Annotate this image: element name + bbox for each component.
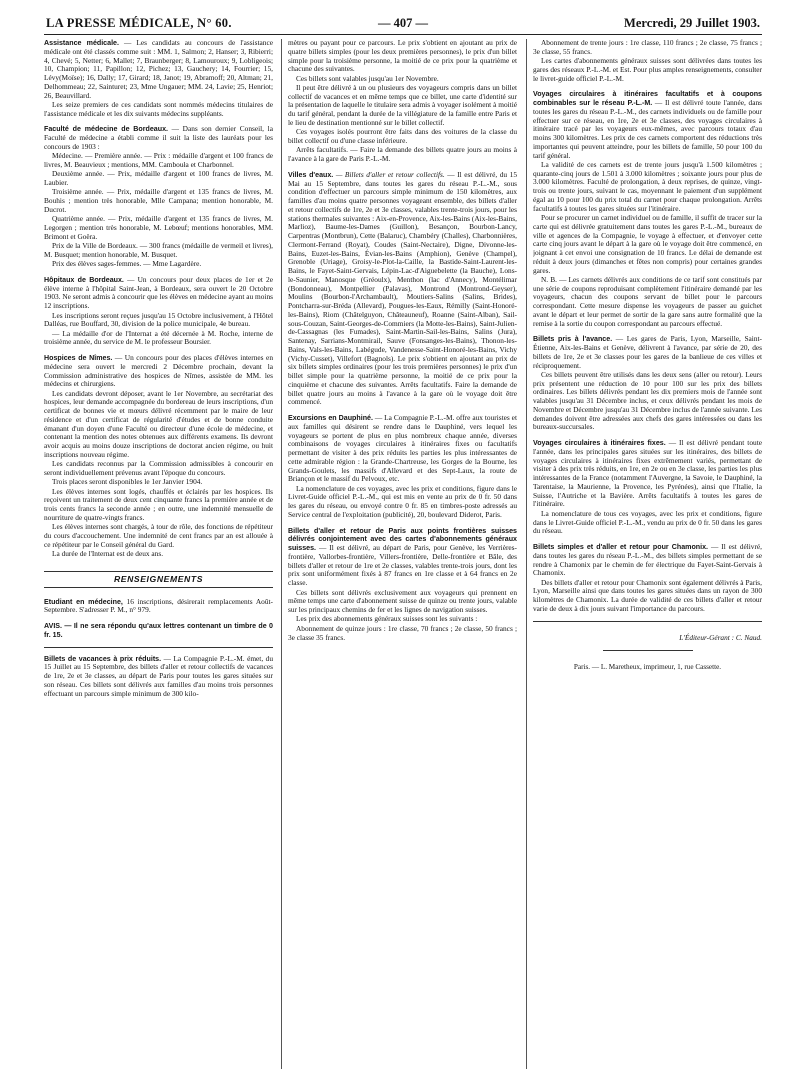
article-title: Billets de vacances à prix réduits. xyxy=(44,654,162,663)
column-1 xyxy=(44,39,273,1069)
article-text: — Il est délivré pendant toute l'année, dans les principales gares situées sur les itinéraires, des billets de voyages circulaires à itinéraires fixes extrêmement variés, permettant de visiter à des prix très réduits, en 1re, en 2e ou en 3e classe, les parties les plus intéressantes de la France (notamment l'Auvergne, la Savoie, le Dauphiné, la Tarentaise, la Maurienne, la Provence, les Pyrénées), ainsi que l'Italie, la Suisse, l'Autriche et la Bavière. Arrêts facultatifs à toutes les gares de l'itinéraire. xyxy=(533,438,762,509)
article-text: — La Compagnie P.-L.-M. offre aux touristes et aux familles qui désirent se rendre dans le Dauphiné, vers lequel les voyageurs se portent de plus en plus nombreux chaque année, diverses combinaisons de voyages circulaires à itinéraires fixes ou facultatifs permettant de visiter à des prix réduits les parties les plus intéressantes de cette admirable région : la Grande-Chartreuse, les Gorges de la Bourne, les Grands-Goulets, les massifs d'Allevard et des Sept-Laux, la route de Briançon et le massif du Pelvoux, etc. xyxy=(288,413,517,484)
column-3 xyxy=(533,39,762,1069)
notice-etudiant xyxy=(44,598,273,616)
newspaper-page xyxy=(44,14,762,1072)
section-title-renseignements: RENSEIGNEMENTS xyxy=(44,571,273,588)
article-title: Excursions en Dauphiné. xyxy=(288,414,373,423)
paragraph: Ces voyages isolés pourront être faits dans des voitures de la classe du billet collectif ou d'une classe inférieure. xyxy=(288,127,517,146)
notice-title: AVIS. — Il ne sera répondu qu'aux lettres contenant un timbre de 0 fr. 15. xyxy=(44,622,273,639)
article-text: — Il est délivré, du 15 Mai au 15 Septembre, dans toutes les gares du réseau P.-L.-M., sous condition d'effectuer un parcours simple minimum de 150 kilomètres, aux familles d'au moins quatre personnes voyageant ensemble, des billets d'aller et retour collectifs de 1re, 2e et 3e classes, valables trente-trois jours, pour les stations thermales suivantes : Aix-en-Provence, Aix-les-Bains (Aix-les-Bains, Marlioz), Baume-les-Dames (Guillon), Besançon, Bourbon-Lancy, Carpentras (Montbrun), Cette (Balaruc), Chambéry (Challes), Charbonnières, Clermont-Ferrand (Royat), Coudes (Saint-Nectaire), Digne, Divonne-les-Bains, Euzet-les-Bains, Évian-les-Bains (Amphion), Genève (Champel), Grenoble (Uriage), Groisy-le-Plot-la-Caille, la Bastide-Saint-Laurent-les-Bains, le Fayet-Saint-Gervais, Lépin-Lac-d'Aiguebelette (la Bauche), Lons-le-Saunier, Manosque (Gréoulx), Menthon (lac d'Annecy), Montélimar (Bondonneau), Montpellier (Palavas), Montrond (Montrond-Geyser), Moulins (Bourbon-l'Archambault), Moutiers-Salins (Salins, Brides), Pontcharra-sur-Bréda (Allevard), Pougues-les-Eaux, Rémilly (Saint-Honoré-les-Bains), Riom (Châtelguyon, Châteauneuf), Roanne (Saint-Alban), Sail-sous-Couzan, Saint-Georges-de-Commiers (la Motte-les-Bains), Saint-Julien-de-Cassagnas (les Fumades), Saint-Martin-Sail-les-Bains, Salins (Jura), Santenay, Sarrians-Montmirail, Sauve (Fonsanges-les-Bains), Thonon-les-Bains, Vals-les-Bains, Labégude, Vandenesse-Saint-Honoré-les-Bains, Vichy (Vichy-Cusset), Villefort (Bagnols). Le prix s'obtient en ajoutant au prix de six billets simples ordinaires (pour les trois premières personnes) le prix d'un billet simple pour la quatrième personne, la moitié de ce prix pour la cinquième et chacune des suivantes. Arrêts facultatifs. Faire la demande de billet quatre jours au moins à l'avance à la gare où le voyage doit être commencé. xyxy=(288,169,517,407)
article-text: — Un concours pour des places d'élèves internes en médecine sera ouvert le mercredi 2 Décembre prochain, devant la Commission administrative des hospices de Nîmes, assistée de MM. les médecins et chirurgiens. xyxy=(44,353,273,389)
paragraph: Les cartes d'abonnements généraux suisses sont délivrées dans toutes les gares des réseaux P.-L.-M. et Est. Pour plus amples renseignements, consulter le livret-guide officiel P.-L.-M. xyxy=(533,56,762,83)
paragraph: N. B. — Les carnets délivrés aux conditions de ce tarif sont constitués par une série de coupons reproduisant complètement l'itinéraire demandé par les voyageurs, chacun des coupons servant de billet pour le parcours correspondant. Cette mesure dispense les voyageurs de passer au guichet avant le départ et leur permet de sortir de la gare sans autre formalité que la remise à la sortie du coupon correspondant au parcours effectué. xyxy=(533,274,762,328)
article-title: Faculté de médecine de Bordeaux. xyxy=(44,125,168,134)
article-text: — La Compagnie P.-L.-M. émet, du 15 Juillet au 15 Septembre, des billets d'aller et retour collectifs de vacances de 1re, 2e et 3e classes, au départ de Paris pour toutes les gares situées sur son réseau. Ces billets sont délivrés aux familles d'au moins trois personnes effectuant un parcours simple minimum de 300 kilo- xyxy=(44,653,273,698)
issue-date: Mercredi, 29 Juillet 1903. xyxy=(624,16,760,30)
article-hopitaux-bordeaux xyxy=(44,276,273,311)
paragraph: La validité de ces carnets est de trente jours jusqu'à 1.500 kilomètres ; quarante-cinq jours de 1.501 à 3.000 kilomètres ; soixante jours pour plus de 3.000 kilomètres. Faculté de prolongation, à deux reprises, de quinze, vingt-trois ou trente jours, suivant le cas, moyennant le paiement d'un supplément égal au 10 pour 100 du prix total du carnet pour chaque prolongation. Arrêts facultatifs à toutes les gares situées sur l'itinéraire. xyxy=(533,159,762,213)
paragraph: Deuxième année. — Prix, médaille d'argent et 100 francs de livres, M. Laubier. xyxy=(44,169,273,188)
article-title: Billets simples et d'aller et retour pour Chamonix. xyxy=(533,543,709,552)
article-subtitle: — Billets d'aller et retour collectifs. xyxy=(333,169,445,179)
page-number: — 407 — xyxy=(378,16,428,30)
editor-line: L'Éditeur-Gérant : C. Naud. xyxy=(679,632,762,642)
notice-avis xyxy=(44,622,273,640)
separator xyxy=(533,621,762,622)
article-circulaires-fixes xyxy=(533,439,762,509)
article-text: — Les gares de Paris, Lyon, Marseille, Saint-Étienne, Aix-les-Bains et Genève, délivrent à l'avance, par série de 20, des billets de 1re, 2e et 3e classes pour les gares de la banlieue de ces villes et réciproquement. xyxy=(533,334,762,370)
paragraph: Les seize premiers de ces candidats sont nommés médecins titulaires de l'assistance médicale et les dix suivants médecins suppléants. xyxy=(44,99,273,118)
paragraph: La nomenclature de ces voyages, avec les prix et conditions, figure dans le Livret-Guide officiel P.-L.-M., qui est mis en vente au prix de 0 fr. 50 dans les gares du réseau, ou envoyé contre 0 fr. 85 en timbres-poste adressés au Service central de l'exploitation (publicité), 20, boulevard Diderot, Paris. xyxy=(288,483,517,519)
article-title: Voyages circulaires à itinéraires fixes. xyxy=(533,439,666,448)
page-header xyxy=(44,14,762,35)
paragraph: Quatrième année. — Prix, médaille d'argent et 135 francs de livres, M. Legorgen ; mention très honorable, M. Lebœuf; mentions honorables, MM. Brimont et Goëra. xyxy=(44,214,273,241)
paragraph: Les prix des abonnements généraux suisses sont les suivants : xyxy=(296,614,478,624)
paragraph: Ces billets peuvent être utilisés dans les deux sens (aller ou retour). Leurs prix présentent une réduction de 10 pour 100 sur les prix des billets ordinaires. Les billets délivrés pendant les dix premiers mois de l'année sont valables jusqu'au 31 Décembre inclus, et ceux délivrés pendant les mois de Novembre et Décembre jusqu'au 31 Décembre inclus de l'année suivante. Les demandes doivent être adressées aux chefs des gares intéressées ou dans les bureaux-succursales. xyxy=(533,369,762,432)
paragraph: La nomenclature de tous ces voyages, avec les prix et conditions, figure dans le Livret-Guide officiel P.-L.-M., vendu au prix de 0 fr. 50 dans les gares du réseau. xyxy=(533,508,762,536)
article-title: Voyages circulaires à itinéraires facultatifs et à coupons combinables sur le réseau P.-L.-M. xyxy=(533,90,762,108)
paragraph: Il peut être délivré à un ou plusieurs des voyageurs compris dans un billet collectif de vacances et en même temps que ce billet, une carte d'identité sur la présentation de laquelle le titulaire sera admis à voyager isolément à moitié du tarif général, pendant la durée de la villégiature de la famille entre Paris et le lieu de destination mentionné sur le billet collectif. xyxy=(288,82,517,127)
article-chamonix xyxy=(533,543,762,578)
article-bordeaux xyxy=(44,125,273,151)
column-divider xyxy=(281,39,282,1069)
paragraph: — La médaille d'or de l'Internat a été décernée à M. Roche, interne de troisième année, du service de M. le professeur Boursier. xyxy=(44,328,273,347)
paragraph: Médecine. — Première année. — Prix : médaille d'argent et 100 francs de livres, M. Beauvieux ; mentions, MM. Cambouła et Charbonnel. xyxy=(44,151,273,169)
column-divider xyxy=(526,39,527,1069)
paragraph: Ces billets sont délivrés exclusivement aux voyageurs qui prennent en même temps une carte d'abonnement suisse de quinze ou trente jours, valable sur les principaux chemins de fer et les lignes de navigation suisses. xyxy=(288,587,517,615)
paragraph: Des billets d'aller et retour pour Chamonix sont également délivrés à Paris, Lyon, Marseille ainsi que dans toutes les gares situées dans un rayon de 300 kilomètres de Chamonix. La durée de validité de ces billets d'aller et retour varie de deux à dix jours suivant l'importance du parcours. xyxy=(533,577,762,613)
paragraph: Les élèves internes sont chargés, à tour de rôle, des fonctions de répétiteur du cours d'accouchement. Une indemnité de cent francs par an est allouée à ce répétiteur par le Conseil général du Gard. xyxy=(44,522,273,549)
notice-text: 16 inscriptions, désirerait remplacements Août-Septembre. S'adresser P. M., n° 979. xyxy=(44,596,273,615)
article-title: Villes d'eaux. xyxy=(288,170,334,179)
paragraph: Les élèves internes sont logés, chauffés et éclairés par les hospices. Ils reçoivent un traitement de deux cent cinquante francs la première année et de trois cents francs la seconde année ; en outre, une indemnité mensuelle de nourriture de quatre-vingts francs. xyxy=(44,486,273,522)
paragraph: mètres ou payant pour ce parcours. Le prix s'obtient en ajoutant au prix de quatre billets simples (pour les deux premières personnes), le prix d'un billet simple pour la troisième personne, la moitié de ce prix pour la quatrième et chacune des suivantes. xyxy=(288,39,517,74)
paragraph: Arrêts facultatifs. — Faire la demande des billets quatre jours au moins à l'avance à la gare de Paris P.-L.-M. xyxy=(288,145,517,164)
column-2 xyxy=(288,39,517,1069)
paragraph: Abonnement de trente jours : 1re classe, 110 francs ; 2e classe, 75 francs ; 3e classe, 55 francs. xyxy=(533,39,762,56)
paragraph: Prix de la Ville de Bordeaux. — 300 francs (médaille de vermeil et livres), M. Busquet; mention honorable, M. Busquet. xyxy=(44,241,273,259)
separator xyxy=(44,647,273,648)
article-assistance xyxy=(44,39,273,100)
paragraph: Abonnement de quinze jours : 1re classe, 70 francs ; 2e classe, 50 francs ; 3e classe 35 francs. xyxy=(288,623,517,642)
notice-title: Etudiant en médecine, xyxy=(44,597,123,606)
paragraph: Trois places seront disponibles le 1er Janvier 1904. xyxy=(52,477,203,487)
paragraph: Pour se procurer un carnet individuel ou de famille, il suffit de tracer sur la carte qui est délivrée gratuitement dans toutes les gares P.-L.-M., bureaux de ville et agences de la Compagnie, le voyage à effectuer, et d'envoyer cette carte cinq jours avant le départ à la gare où le voyage doit être commencé, en joignant à cet envoi une consignation de 10 francs. Le délai de demande est réduit à deux jours (dimanches et fêtes non compris) pour certaines grandes gares. xyxy=(533,213,762,275)
article-billets-avance xyxy=(533,335,762,370)
separator xyxy=(603,650,693,651)
journal-title: LA PRESSE MÉDICALE, N° 60. xyxy=(46,16,232,30)
paragraph: Les inscriptions seront reçues jusqu'au 15 Octobre inclusivement, à l'Hôtel Dalléas, rue Bouffard, 30, division de la police municipale, 4e bureau. xyxy=(44,310,273,329)
article-title: Hospices de Nîmes. xyxy=(44,354,113,363)
article-villes-eaux xyxy=(288,171,517,407)
article-circulaires-facultatifs xyxy=(533,90,762,160)
paragraph: Prix des élèves sages-femmes. — Mme Lagardère. xyxy=(52,259,202,269)
article-text: — Les candidats au concours de l'assistance médicale ont été classés comme suit : MM. 1, Salmon; 2, Hanser; 3, Ribierri; 4, Chevé; 5, Netter; 6, Mallet; 7, Braunberger; 8, Lamouroux; 9, Lobligeois; 10, Champion; 11, Papillon; 12, Pichez; 13, Gauchery; 14, Fourrier; 15, Lévy(Moïse); 16, Dally; 17, Girard; 18, Janot; 19, Abramoff; 20, Altman; 21, Delhommeau; 22, Sainturet; 23, Mme Ungauer; MM. 24, Lavie; 25, Henriot; 26, Beauvillard. xyxy=(44,39,273,100)
article-title: Billets pris à l'avance. xyxy=(533,335,613,344)
paragraph: Les candidats reconnus par la Commission admissibles à concourir en seront individuellement prévenus avant l'époque du concours. xyxy=(44,459,273,478)
article-text: — Un concours pour deux places de 1er et 2e élève interne à l'hôpital Saint-Jean, à Bordeaux, sera ouvert le 20 Octobre 1903. Ne seront admis à concourir que les élèves en médecine ayant au moins 12 inscriptions. xyxy=(44,274,273,311)
article-text: — Dans son dernier Conseil, la Faculté de médecine a établi comme il suit la liste des lauréats pour les concours de 1903 : xyxy=(44,124,273,151)
article-text: — Il est délivré, dans toutes les gares du réseau P.-L.-M., des billets simples permettant de se rendre à Chamonix par le chemin de fer électrique du Fayet-Saint-Gervais à Chamonix. xyxy=(533,542,762,578)
article-title: Assistance médicale. xyxy=(44,39,119,47)
article-nimes xyxy=(44,354,273,389)
article-text: — Il est délivré, au départ de Paris, pour Genève, les Verrières-frontière, Vallorbes-frontière, Villers-frontière, Delle-frontière et Bâle, des billets d'aller et retour de 1re et 2e classes, valables trente-trois jours, dont les prix sont uniformément fixés à 87 francs en 1re classe et à 64 francs en 2e classe. xyxy=(288,543,517,588)
columns xyxy=(44,39,762,1069)
article-vacances xyxy=(44,655,273,699)
paragraph: Troisième année. — Prix, médaille d'argent et 135 francs de livres, M. Bouhis ; mention très honorable, Mlle Campana; mention honorable, M. Ducrot. xyxy=(44,187,273,214)
paragraph: Les candidats devront déposer, avant le 1er Novembre, au secrétariat des hospices, leur demande accompagnée du bordereau de leurs inscriptions, d'un certificat de bonnes vie et mœurs délivré récemment par le maire de leur résidence et d'un certificat de régularité d'études et de bonne conduite émanant d'un doyen d'une Faculté ou directeur d'une école de médecine, et contenant la mention des notes obtenues aux différents examens. Ils devront avoir acquis au moins douze inscriptions de doctorat ancien régime, ou huit inscriptions nouveau régime. xyxy=(44,388,273,459)
article-dauphine xyxy=(288,414,517,484)
article-text: — Il est délivré toute l'année, dans toutes les gares du réseau P.-L.-M., des carnets individuels ou de famille pour effectuer sur ce réseau, en 1re, 2e et 3e classes, des voyages circulaires à itinéraire tracé par les voyageurs eux-mêmes, avec parcours totaux d'au moins 300 kilomètres. Les prix de ces carnets comportent des réductions très importantes qui peuvent atteindre, pour les billets de famille, 50 pour 100 du tarif général. xyxy=(533,98,762,160)
paragraph: La durée de l'Internat est de deux ans. xyxy=(52,549,164,559)
article-title: Billets d'aller et retour de Paris aux points frontières suisses délivrés conjointement avec des cartes d'abonnements généraux suisses. xyxy=(288,526,517,553)
article-frontiere xyxy=(288,527,517,588)
paragraph: Ces billets sont valables jusqu'au 1er Novembre. xyxy=(296,73,439,83)
printer-line: Paris. — L. Maretheux, imprimeur, 1, rue Cassette. xyxy=(573,663,722,672)
article-title: Hôpitaux de Bordeaux. xyxy=(44,275,124,284)
